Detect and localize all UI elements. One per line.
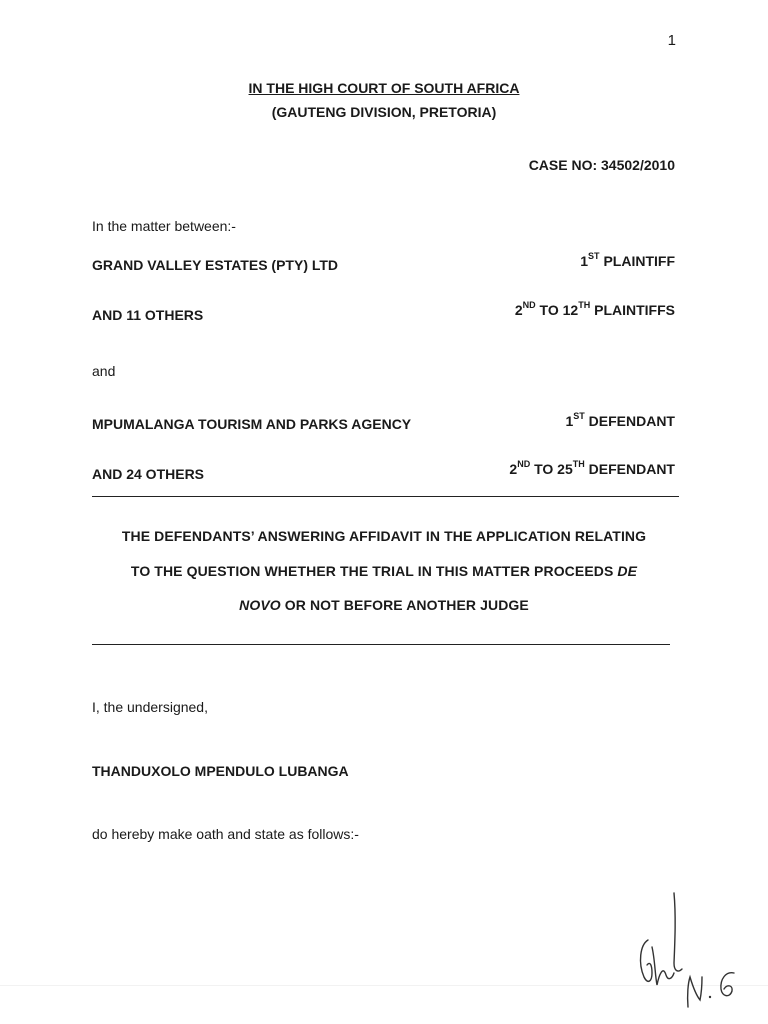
role-text: PLAINTIFFS [590, 302, 675, 318]
role-superscript: ST [588, 251, 600, 262]
heading-line-3 [0, 597, 768, 613]
court-title-text: IN THE HIGH COURT OF SOUTH AFRICA [248, 80, 520, 96]
role-superscript-2: TH [572, 459, 585, 470]
court-division: (GAUTENG DIVISION, PRETORIA) [271, 104, 497, 120]
role-superscript: ND [522, 300, 536, 311]
plaintiff-1-name: GRAND VALLEY ESTATES (PTY) LTD [92, 257, 339, 273]
heading-line-1: THE DEFENDANTS’ ANSWERING AFFIDAVIT IN THE APPLICATION RELATING [121, 528, 647, 544]
defendant-2-name: AND 24 OTHERS [92, 466, 205, 482]
heading-italic-novo: NOVO [239, 597, 281, 613]
handwritten-initials-signature [630, 885, 750, 1010]
role-mid-text: TO 12 [535, 302, 579, 318]
defendant-1-name: MPUMALANGA TOURISM AND PARKS AGENCY [92, 416, 412, 432]
role-superscript: ND [517, 459, 531, 470]
role-superscript: ST [573, 411, 585, 422]
matter-intro: In the matter between:- [92, 218, 236, 234]
plaintiff-1-role [580, 253, 675, 269]
court-title [0, 80, 768, 96]
defendant-2-role [509, 461, 675, 477]
defendant-1-role [565, 413, 675, 429]
role-text: DEFENDANT [584, 461, 675, 477]
oath-statement: do hereby make oath and state as follows:- [92, 826, 359, 842]
role-text: DEFENDANT [584, 413, 675, 429]
role-superscript-2: TH [578, 300, 591, 311]
and-separator: and [92, 363, 116, 379]
undersigned-text: I, the undersigned, [92, 699, 208, 715]
heading-line-3-text: OR NOT BEFORE ANOTHER JUDGE [280, 597, 529, 613]
role-number: 1 [580, 253, 589, 269]
role-number: 1 [565, 413, 574, 429]
role-text: PLAINTIFF [599, 253, 675, 269]
role-number: 2 [509, 461, 518, 477]
plaintiff-2-role [515, 302, 675, 318]
rule-bottom [92, 644, 670, 645]
role-number: 2 [514, 302, 523, 318]
heading-line-2-text: TO THE QUESTION WHETHER THE TRIAL IN THIS MATTER PROCEEDS [130, 563, 618, 579]
deponent-name: THANDUXOLO MPENDULO LUBANGA [92, 763, 349, 779]
case-number: CASE NO: 34502/2010 [528, 157, 675, 173]
heading-italic-de: DE [617, 563, 638, 579]
role-mid-text: TO 25 [530, 461, 573, 477]
plaintiff-2-name: AND 11 OTHERS [92, 307, 204, 323]
page-number: 1 [667, 32, 676, 49]
heading-line-2 [0, 563, 768, 579]
rule-top [92, 496, 679, 497]
